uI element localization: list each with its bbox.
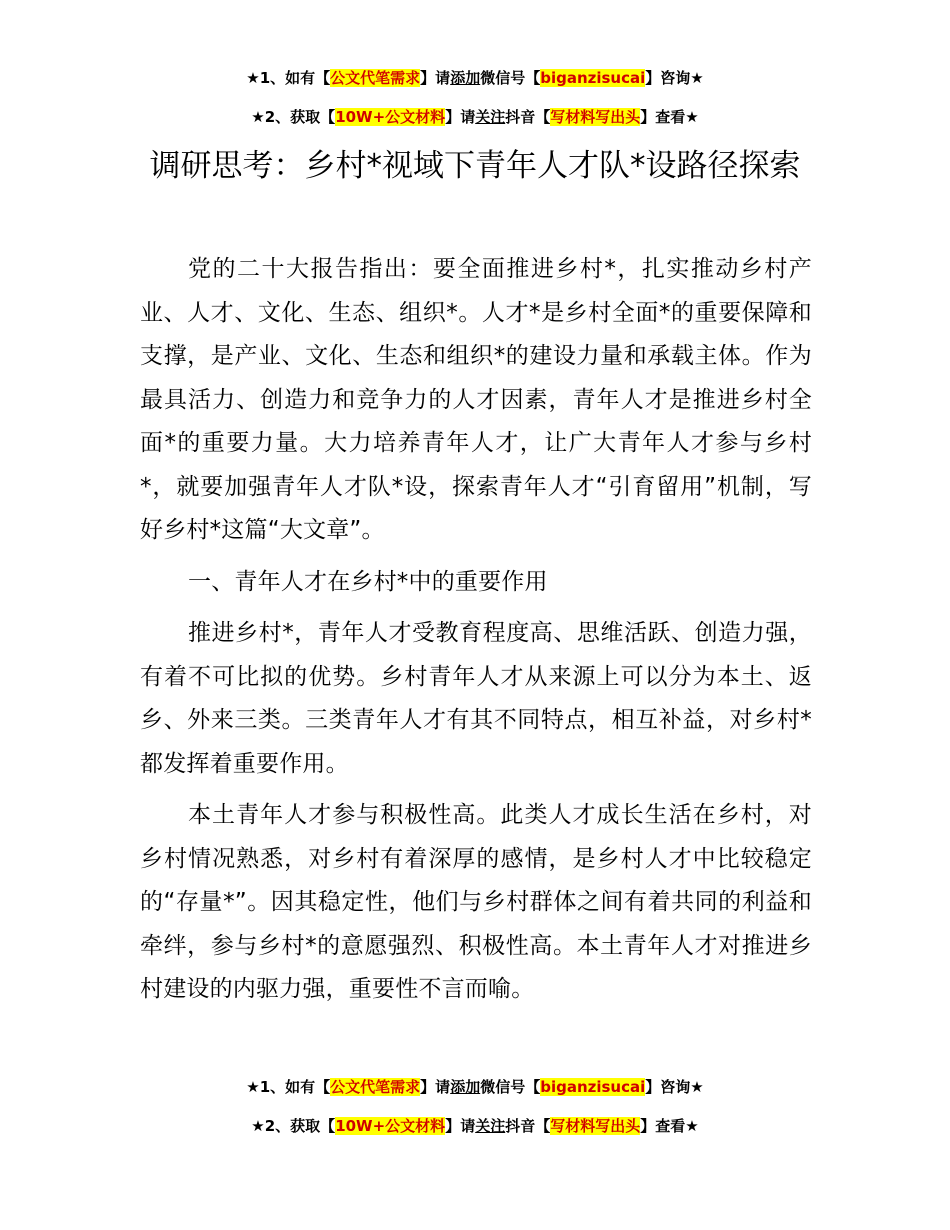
promo-text: 】请 bbox=[420, 69, 451, 87]
promo-underlined: 添加 bbox=[450, 1078, 481, 1096]
promo-highlight: 10W+公文材料 bbox=[335, 108, 446, 126]
promo-highlight: 公文代笔需求 bbox=[330, 69, 421, 87]
promo-underlined: 关注 bbox=[475, 108, 506, 126]
section-heading: 一、青年人才在乡村*中的重要作用 bbox=[188, 568, 548, 595]
promo-text: 抖音【 bbox=[505, 1117, 551, 1135]
promo-line-1-top bbox=[0, 67, 950, 89]
promo-text: 微信号【 bbox=[480, 1078, 541, 1096]
promo-line-1-bottom bbox=[0, 1076, 950, 1098]
promo-text: 】请 bbox=[445, 108, 476, 126]
promo-text: 】咨询★ bbox=[645, 1078, 704, 1096]
promo-underlined: 添加 bbox=[450, 69, 481, 87]
promo-highlight: 10W+公文材料 bbox=[335, 1117, 446, 1135]
promo-highlight: 公文代笔需求 bbox=[330, 1078, 421, 1096]
paragraph-intro: 党的二十大报告指出：要全面推进乡村*，扎实推动乡村产业、人才、文化、生态、组织*。人才*是乡村全面*的重要保障和支撑，是产业、文化、生态和组织*的建设力量和承载主体。作为最具活力、创造力和竞争力的人才因素，青年人才是推进乡村全面*的重要力量。大力培养青年人才，让广大青年人才参与乡村*，就要加强青年人才队*设，探索青年人才“引育留用”机制，写好乡村*这篇“大文章”。 bbox=[140, 256, 812, 543]
promo-text: 】查看★ bbox=[640, 108, 699, 126]
document-title: 调研思考：乡村*视域下青年人才队*设路径探索 bbox=[149, 148, 801, 184]
promo-line-2-top bbox=[0, 106, 950, 128]
promo-text: 】咨询★ bbox=[645, 69, 704, 87]
document-body bbox=[140, 248, 812, 1020]
promo-douyin-id: 写材料写出头 bbox=[550, 1117, 641, 1135]
promo-text: 抖音【 bbox=[505, 108, 551, 126]
promo-text: ★1、如有【 bbox=[246, 1078, 331, 1096]
paragraph: 推进乡村*，青年人才受教育程度高、思维活跃、创造力强，有着不可比拟的优势。乡村青年人才从来源上可以分为本土、返乡、外来三类。三类青年人才有其不同特点，相互补益，对乡村*都发挥着重要作用。 bbox=[140, 620, 812, 777]
promo-underlined: 关注 bbox=[475, 1117, 506, 1135]
promo-text: 】请 bbox=[445, 1117, 476, 1135]
promo-wechat-id: biganzisucai bbox=[540, 1078, 646, 1096]
promo-text: ★2、获取【 bbox=[251, 1117, 336, 1135]
promo-text: 微信号【 bbox=[480, 69, 541, 87]
promo-douyin-id: 写材料写出头 bbox=[550, 108, 641, 126]
promo-wechat-id: biganzisucai bbox=[540, 69, 646, 87]
promo-text: 】查看★ bbox=[640, 1117, 699, 1135]
promo-text: 】请 bbox=[420, 1078, 451, 1096]
promo-line-2-bottom bbox=[0, 1115, 950, 1137]
promo-text: ★2、获取【 bbox=[251, 108, 336, 126]
promo-text: ★1、如有【 bbox=[246, 69, 331, 87]
paragraph: 本土青年人才参与积极性高。此类人才成长生活在乡村，对乡村情况熟悉，对乡村有着深厚的感情，是乡村人才中比较稳定的“存量*”。因其稳定性，他们与乡村群体之间有着共同的利益和牵绊，参与乡村*的意愿强烈、积极性高。本土青年人才对推进乡村建设的内驱力强，重要性不言而喻。 bbox=[140, 802, 812, 1002]
